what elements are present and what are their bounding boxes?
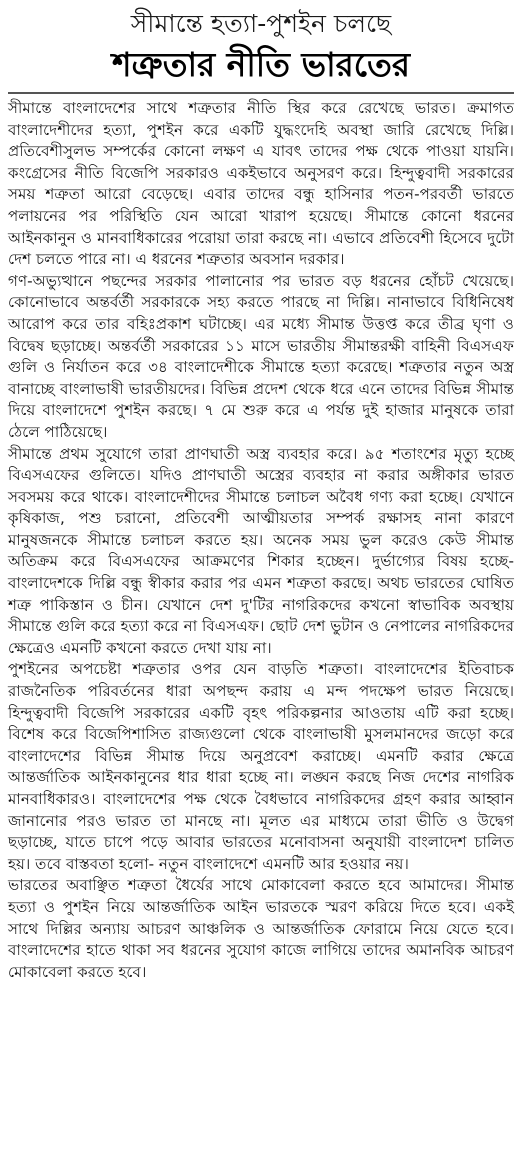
- article-paragraph-3: সীমান্তে প্রথম সুযোগে তারা প্রাণঘাতী অস্ত্র ব্যবহার করে। ৯৫ শতাংশের মৃত্যু হচ্ছে বিএসএফের গুলিতে। যদিও প্রাণঘাতী অস্ত্রের ব্যবহার না করার অঙ্গীকার ভারত সবসময় করে থাকে। বাংলাদেশীদের সীমান্তে চলাচল অবৈধ গণ্য করা হচ্ছে। যেখানে কৃষিকাজ, পশু চরানো, প্রতিবেশী আত্মীয়তার সম্পর্ক রক্ষাসহ নানা কারণে মানুষজনকে সীমান্তে চলাচল করতে হয়। অনেক সময় ভুল করেও কেউ সীমান্ত অতিক্রম করে বিএসএফের আক্রমণের শিকার হচ্ছেন। দুর্ভাগ্যের বিষয় হচ্ছে- বাংলাদেশকে দিল্লি বন্ধু স্বীকার করার পর এমন শত্রুতা করছে। অথচ ভারতের ঘোষিত শত্রু পাকিস্তান ও চীন। যেখানে দেশ দু'টির নাগরিকদের কখনো স্বাভাবিক অবস্থায় সীমান্তে গুলি করে হত্যা করে না বিএসএফ। ছোট দেশ ভুটান ও নেপালের নাগরিকদের ক্ষেত্রেও এমনটি কখনো করতে দেখা যায় না।: [8, 444, 514, 657]
- article-body: [8, 98, 514, 983]
- article-headline: শত্রুতার নীতি ভারতের: [112, 45, 410, 84]
- article-kicker: সীমান্তে হত্যা-পুশইন চলছে: [130, 9, 392, 38]
- headline-divider: [8, 92, 514, 94]
- article-paragraph-1: সীমান্তে বাংলাদেশের সাথে শত্রুতার নীতি স্থির করে রেখেছে ভারত। ক্রমাগত বাংলাদেশীদের হত্যা, পুশইন করে একটি যুদ্ধংদেহি অবস্থা জারি রেখেছে দিল্লি। প্রতিবেশীসুলভ সম্পর্কের কোনো লক্ষণ এ যাবৎ তাদের পক্ষ থেকে পাওয়া যায়নি। কংগ্রেসের নীতি বিজেপি সরকারও একইভাবে অনুসরণ করে। হিন্দুত্ববাদী সরকারের সময় শত্রুতা আরো বেড়েছে। এবার তাদের বন্ধু হাসিনার পতন-পরবর্তী ভারতে পলায়নের পর পরিস্থিতি যেন আরো খারাপ হয়েছে। সীমান্তে কোনো ধরনের আইনকানুন ও মানবাধিকারের পরোয়া তারা করছে না। এভাবে প্রতিবেশী হিসেবে দুটো দেশ চলতে পারে না। এ ধরনের শত্রুতার অবসান দরকার।: [8, 99, 514, 269]
- article-paragraph-4: পুশইনের অপচেষ্টা শত্রুতার ওপর যেন বাড়তি শত্রুতা। বাংলাদেশের ইতিবাচক রাজনৈতিক পরিবর্তনের ধারা অপছন্দ করায় এ মন্দ পদক্ষেপ ভারত নিয়েছে। হিন্দুত্ববাদী বিজেপি সরকারের একটি বৃহৎ পরিকল্পনার আওতায় এটি করা হচ্ছে। বিশেষ করে বিজেপিশাসিত রাজ্যগুলো থেকে বাংলাভাষী মুসলমানদের জড়ো করে বাংলাদেশের বিভিন্ন সীমান্ত দিয়ে অনুপ্রবেশ করাচ্ছে। এমনটি করার ক্ষেত্রে আন্তর্জাতিক আইনকানুনের ধার ধারা হচ্ছে না। লঙ্ঘন করছে নিজ দেশের নাগরিক মানবাধিকারও। বাংলাদেশের পক্ষ থেকে বৈধভাবে নাগরিকদের গ্রহণ করার আহ্বান জানানোর পরও ভারত তা মানছে না। মূলত এর মাধ্যমে তারা ভীতি ও উদ্বেগ ছড়াচ্ছে, যাতে চাপে পড়ে আবার ভারতের মনোবাসনা অনুযায়ী বাংলাদেশ চালিত হয়। তবে বাস্তবতা হলো- নতুন বাংলাদেশে এমনটি আর হওয়ার নয়।: [8, 660, 514, 873]
- article-paragraph-5: ভারতের অবাঞ্ছিত শত্রুতা ধৈর্যের সাথে মোকাবেলা করতে হবে আমাদের। সীমান্ত হত্যা ও পুশইন নিয়ে আন্তর্জাতিক আইন ভারতকে স্মরণ করিয়ে দিতে হবে। একই সাথে দিল্লির অন্যায় আচরণ আঞ্চলিক ও আন্তর্জাতিক ফোরামে নিয়ে যেতে হবে। বাংলাদেশের হাতে থাকা সব ধরনের সুযোগ কাজে লাগিয়ে তাদের অমানবিক আচরণ মোকাবেলা করতে হবে।: [8, 876, 514, 981]
- article-paragraph-2: গণ-অভ্যুত্থানে পছন্দের সরকার পালানোর পর ভারত বড় ধরনের হোঁচট খেয়েছে। কোনোভাবে অন্তর্বর্তী সরকারকে সহ্য করতে পারছে না দিল্লি। নানাভাবে বিধিনিষেধ আরোপ করে তার বহিঃপ্রকাশ ঘটাচ্ছে। এর মধ্যে সীমান্ত উত্তপ্ত করে তীব্র ঘৃণা ও বিদ্বেষ ছড়াচ্ছে। অন্তর্বর্তী সরকারের ১১ মাসে ভারতীয় সীমান্তরক্ষী বাহিনী বিএসএফ গুলি ও নির্যাতন করে ৩৪ বাংলাদেশীকে সীমান্তে হত্যা করেছে। শত্রুতার নতুন অস্ত্র বানাচ্ছে বাংলাভাষী ভারতীয়দের। বিভিন্ন প্রদেশ থেকে ধরে এনে তাদের বিভিন্ন সীমান্ত দিয়ে বাংলাদেশে পুশইন করছে। ৭ মে শুরু করে এ পর্যন্ত দুই হাজার মানুষকে তারা ঠেলে পাঠিয়েছে।: [8, 271, 514, 441]
